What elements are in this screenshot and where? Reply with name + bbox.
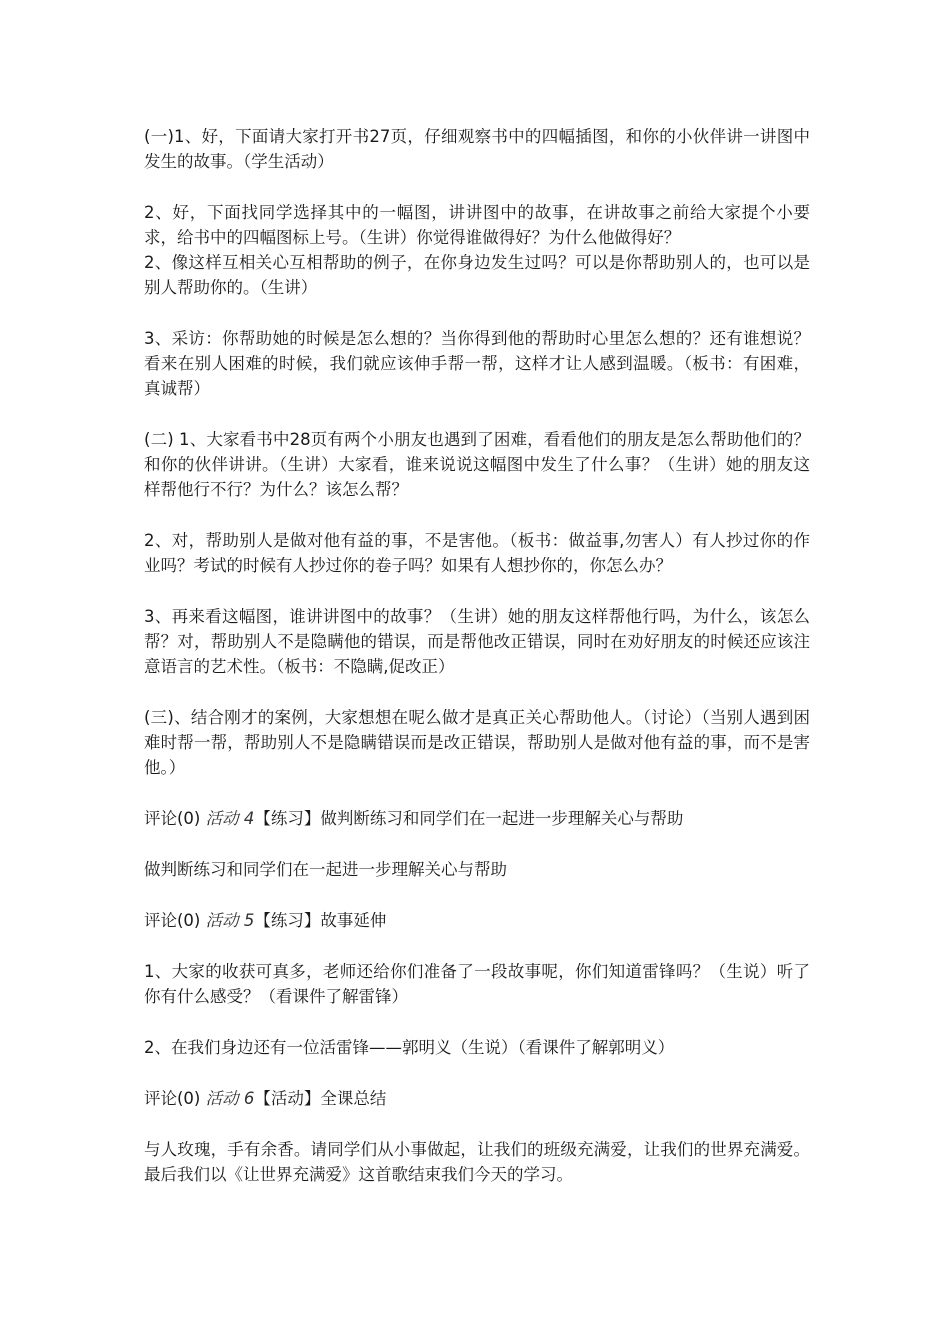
activity-title: 【活动】全课总结 — [254, 1089, 387, 1108]
paragraph: (三)、结合刚才的案例，大家想想在呢么做才是真正关心帮助他人。（讨论）（当别人遇到困难时帮一帮，帮助别人不是隐瞒错误而是改正错误，帮助别人是做对他有益的事，而不是害他。） — [144, 708, 810, 777]
comment-count-link[interactable]: 评论(0) — [144, 809, 206, 828]
paragraph: 2、像这样互相关心互相帮助的例子，在你身边发生过吗？可以是你帮助别人的，也可以是别人帮助你的。（生讲） — [144, 253, 810, 297]
comment-count-link[interactable]: 评论(0) — [144, 911, 206, 930]
paragraph: 2、在我们身边还有一位活雷锋——郭明义（生说）（看课件了解郭明义） — [144, 1038, 675, 1057]
activity-label: 活动 6 — [205, 1089, 255, 1108]
activity-label: 活动 5 — [205, 911, 255, 930]
paragraph: 1、大家的收获可真多，老师还给你们准备了一段故事呢，你们知道雷锋吗？（生说）听了你有什么感受？（看课件了解雷锋） — [144, 962, 810, 1006]
activity-6-heading — [144, 1086, 810, 1111]
paragraph: 2、对，帮助别人是做对他有益的事，不是害他。（板书：做益事,勿害人）有人抄过你的作业吗？考试的时候有人抄过你的卷子吗？如果有人想抄你的，你怎么办？ — [144, 531, 810, 575]
paragraph: (一)1、好，下面请大家打开书27页，仔细观察书中的四幅插图，和你的小伙伴讲一讲图中发生的故事。（学生活动） — [144, 127, 810, 171]
paragraph: 3、再来看这幅图，谁讲讲图中的故事？（生讲）她的朋友这样帮他行吗，为什么，该怎么帮？对，帮助别人不是隐瞒他的错误，而是帮他改正错误，同时在劝好朋友的时候还应该注意语言的艺术性。（板书：不隐瞒,促改正） — [144, 607, 810, 676]
paragraph: 3、采访：你帮助她的时候是怎么想的？当你得到他的帮助时心里怎么想的？还有谁想说？看来在别人困难的时候，我们就应该伸手帮一帮，这样才让人感到温暖。（板书：有困难，真诚帮） — [144, 329, 810, 398]
activity-label: 活动 4 — [205, 809, 255, 828]
activity-title: 【练习】故事延伸 — [254, 911, 387, 930]
activity-4-heading — [144, 806, 810, 831]
activity-5-heading — [144, 908, 810, 933]
paragraph: 做判断练习和同学们在一起进一步理解关心与帮助 — [144, 860, 507, 879]
paragraph: (二) 1、大家看书中28页有两个小朋友也遇到了困难，看看他们的朋友是怎么帮助他们的？和你的伙伴讲讲。（生讲）大家看，谁来说说这幅图中发生了什么事？（生讲）她的朋友这样帮他行不行？为什么？该怎么帮？ — [144, 430, 810, 499]
comment-count-link[interactable]: 评论(0) — [144, 1089, 206, 1108]
activity-title: 【练习】做判断练习和同学们在一起进一步理解关心与帮助 — [254, 809, 684, 828]
paragraph: 2、好，下面找同学选择其中的一幅图，讲讲图中的故事，在讲故事之前给大家提个小要求，给书中的四幅图标上号。（生讲）你觉得谁做得好？为什么他做得好？ — [144, 203, 810, 247]
paragraph: 与人玫瑰，手有余香。请同学们从小事做起，让我们的班级充满爱，让我们的世界充满爱。最后我们以《让世界充满爱》这首歌结束我们今天的学习。 — [144, 1140, 810, 1184]
document-body — [144, 124, 810, 1213]
